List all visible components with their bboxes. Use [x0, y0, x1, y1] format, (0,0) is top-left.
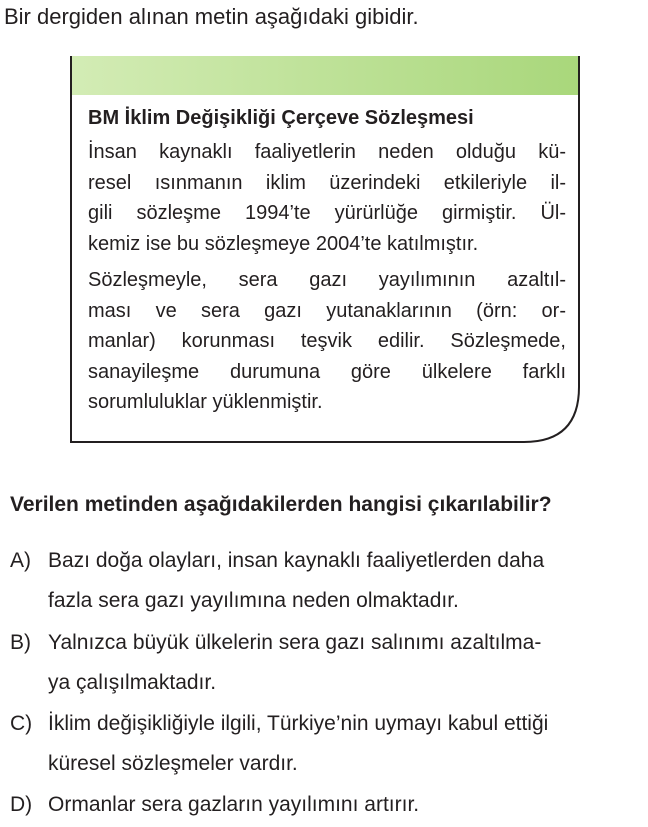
option-text: Yalnızca büyük ülkelerin sera gazı salınımı azaltılma-	[48, 631, 542, 654]
option-letter: A)	[10, 549, 31, 572]
option-text: fazla sera gazı yayılımına neden olmaktadır.	[48, 589, 459, 612]
option-d[interactable]	[10, 785, 419, 825]
card-p2-line: manlar) korunması teşvik edilir. Sözleşmede,	[88, 330, 566, 352]
option-text: İklim değişikliğiyle ilgili, Türkiye’nin uymayı kabul ettiği	[48, 712, 549, 735]
card-p1-line: kemiz ise bu sözleşmeye 2004’te katılmıştır.	[88, 232, 479, 255]
intro-text: Bir dergiden alınan metin aşağıdaki gibidir.	[4, 4, 419, 29]
option-letter: B)	[10, 631, 31, 654]
option-text: Ormanlar sera gazların yayılımını artırır.	[48, 793, 420, 816]
card-header-band	[71, 56, 579, 95]
article-card	[70, 55, 580, 443]
card-body	[88, 103, 566, 418]
option-a[interactable]	[10, 541, 544, 621]
option-letter: C)	[10, 712, 33, 735]
option-text: küresel sözleşmeler vardır.	[48, 752, 298, 775]
card-p2-line: ması ve sera gazı yutanaklarının (örn: or-	[88, 299, 566, 322]
card-p1-line: resel ısınmanın iklim üzerindeki etkileriyle il-	[88, 171, 566, 194]
card-p2-line: sanayileşme durumuna göre ülkelere farklı	[88, 360, 566, 383]
option-b[interactable]	[10, 623, 541, 703]
card-p1-line: gili sözleşme 1994’te yürürlüğe girmiştir. Ül-	[88, 202, 566, 224]
card-p2-line: sorumluluklar yüklenmiştir.	[88, 391, 323, 413]
card-p1-line: İnsan kaynaklı faaliyetlerin neden olduğu kü-	[88, 141, 566, 163]
card-title: BM İklim Değişikliği Çerçeve Sözleşmesi	[88, 107, 474, 129]
option-letter: D)	[10, 793, 33, 816]
card-p2-line: Sözleşmeyle, sera gazı yayılımının azaltıl-	[88, 269, 566, 291]
option-c[interactable]	[10, 704, 548, 784]
option-text: ya çalışılmaktadır.	[48, 671, 217, 694]
option-text: Bazı doğa olayları, insan kaynaklı faaliyetlerden daha	[48, 549, 545, 572]
question-text: Verilen metinden aşağıdakilerden hangisi çıkarılabilir?	[10, 493, 552, 516]
